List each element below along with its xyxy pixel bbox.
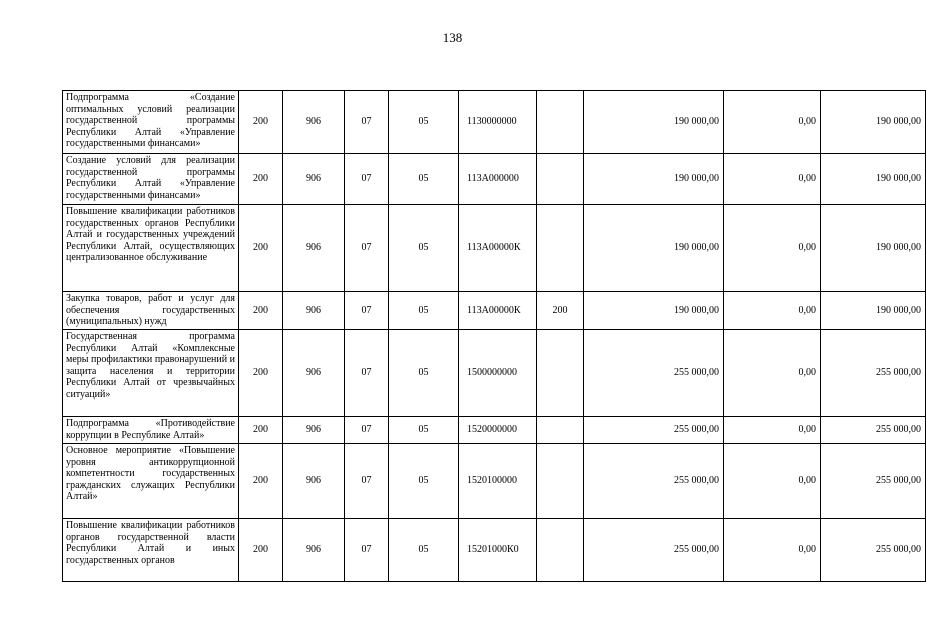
row-vr-cell [537,91,584,154]
row-subsection-cell: 05 [389,91,459,154]
row-sum-total-cell: 190 000,00 [584,292,724,330]
table-row [63,444,926,519]
row-sum-reg-cell: 190 000,00 [821,91,926,154]
row-sum-fed-cell: 0,00 [724,417,821,444]
row-name-cell: Подпрограмма «Создание оптимальных условий реализации государственной программы Республики Алтай «Управление государственными финансами» [63,91,239,154]
row-grbs-cell: 200 [239,154,283,205]
row-csr-cell: 113А00000К [459,292,537,330]
row-grbs-cell: 200 [239,444,283,519]
row-sum-total-cell: 255 000,00 [584,417,724,444]
row-subsection-cell: 05 [389,292,459,330]
row-code-cell: 906 [283,292,345,330]
row-vr-cell [537,205,584,292]
row-code-cell: 906 [283,91,345,154]
row-sum-reg-cell: 190 000,00 [821,205,926,292]
row-sum-fed-cell: 0,00 [724,154,821,205]
row-grbs-cell: 200 [239,417,283,444]
row-sum-total-cell: 190 000,00 [584,154,724,205]
row-subsection-cell: 05 [389,417,459,444]
row-sum-reg-cell: 190 000,00 [821,292,926,330]
row-code-cell: 906 [283,444,345,519]
table-row [63,292,926,330]
row-csr-cell: 1500000000 [459,330,537,417]
page-number: 138 [442,30,463,45]
row-sum-fed-cell: 0,00 [724,91,821,154]
row-vr-cell [537,154,584,205]
row-sum-total-cell: 255 000,00 [584,330,724,417]
row-name-cell: Создание условий для реализации государственной программы Республики Алтай «Управление государственными финансами» [63,154,239,205]
row-vr-cell: 200 [537,292,584,330]
row-name-cell: Государственная программа Республики Алтай «Комплексные меры профилактики правонарушений и защита населения и территории Республики Алтай от чрезвычайных ситуаций» [63,330,239,417]
row-vr-cell [537,330,584,417]
row-sum-reg-cell: 255 000,00 [821,444,926,519]
row-name-cell: Закупка товаров, работ и услуг для обеспечения государственных (муниципальных) нужд [63,292,239,330]
row-grbs-cell: 200 [239,292,283,330]
row-section-cell: 07 [345,292,389,330]
table-row [63,330,926,417]
row-grbs-cell: 200 [239,205,283,292]
row-csr-cell: 1520100000 [459,444,537,519]
row-name-cell: Основное мероприятие «Повышение уровня антикоррупционной компетентности государственных гражданских служащих Республики Алтай» [63,444,239,519]
row-vr-cell [537,444,584,519]
row-code-cell: 906 [283,330,345,417]
row-sum-fed-cell: 0,00 [724,330,821,417]
budget-table [62,90,926,582]
row-sum-reg-cell: 255 000,00 [821,417,926,444]
table-row [63,154,926,205]
row-subsection-cell: 05 [389,154,459,205]
row-csr-cell: 113А000000 [459,154,537,205]
row-grbs-cell: 200 [239,91,283,154]
row-code-cell: 906 [283,205,345,292]
row-sum-fed-cell: 0,00 [724,444,821,519]
row-section-cell: 07 [345,154,389,205]
row-name-cell: Повышение квалификации работников государственных органов Республики Алтай и государственных учреждений Республики Алтай, осуществляющих централизованное обслуживание [63,205,239,292]
row-section-cell: 07 [345,444,389,519]
row-name-cell: Подпрограмма «Противодействие коррупции в Республике Алтай» [63,417,239,444]
table-row [63,91,926,154]
row-name-cell: Повышение квалификации работников органов государственной власти Республики Алтай и иных государственных органов [63,519,239,582]
row-section-cell: 07 [345,91,389,154]
row-csr-cell: 113А00000К [459,205,537,292]
row-section-cell: 07 [345,205,389,292]
row-sum-total-cell: 255 000,00 [584,519,724,582]
table-body [63,91,926,582]
row-vr-cell [537,519,584,582]
row-subsection-cell: 05 [389,205,459,292]
row-code-cell: 906 [283,154,345,205]
row-code-cell: 906 [283,519,345,582]
row-section-cell: 07 [345,417,389,444]
row-csr-cell: 15201000К0 [459,519,537,582]
table-row [63,417,926,444]
row-sum-reg-cell: 255 000,00 [821,519,926,582]
row-csr-cell: 1130000000 [459,91,537,154]
table-row [63,519,926,582]
row-sum-reg-cell: 255 000,00 [821,330,926,417]
row-subsection-cell: 05 [389,444,459,519]
table-row [63,205,926,292]
row-section-cell: 07 [345,330,389,417]
row-code-cell: 906 [283,417,345,444]
row-grbs-cell: 200 [239,330,283,417]
row-section-cell: 07 [345,519,389,582]
row-vr-cell [537,417,584,444]
row-subsection-cell: 05 [389,519,459,582]
row-sum-fed-cell: 0,00 [724,205,821,292]
row-sum-fed-cell: 0,00 [724,519,821,582]
row-grbs-cell: 200 [239,519,283,582]
row-sum-total-cell: 190 000,00 [584,91,724,154]
row-csr-cell: 1520000000 [459,417,537,444]
row-subsection-cell: 05 [389,330,459,417]
row-sum-reg-cell: 190 000,00 [821,154,926,205]
row-sum-total-cell: 255 000,00 [584,444,724,519]
row-sum-fed-cell: 0,00 [724,292,821,330]
row-sum-total-cell: 190 000,00 [584,205,724,292]
